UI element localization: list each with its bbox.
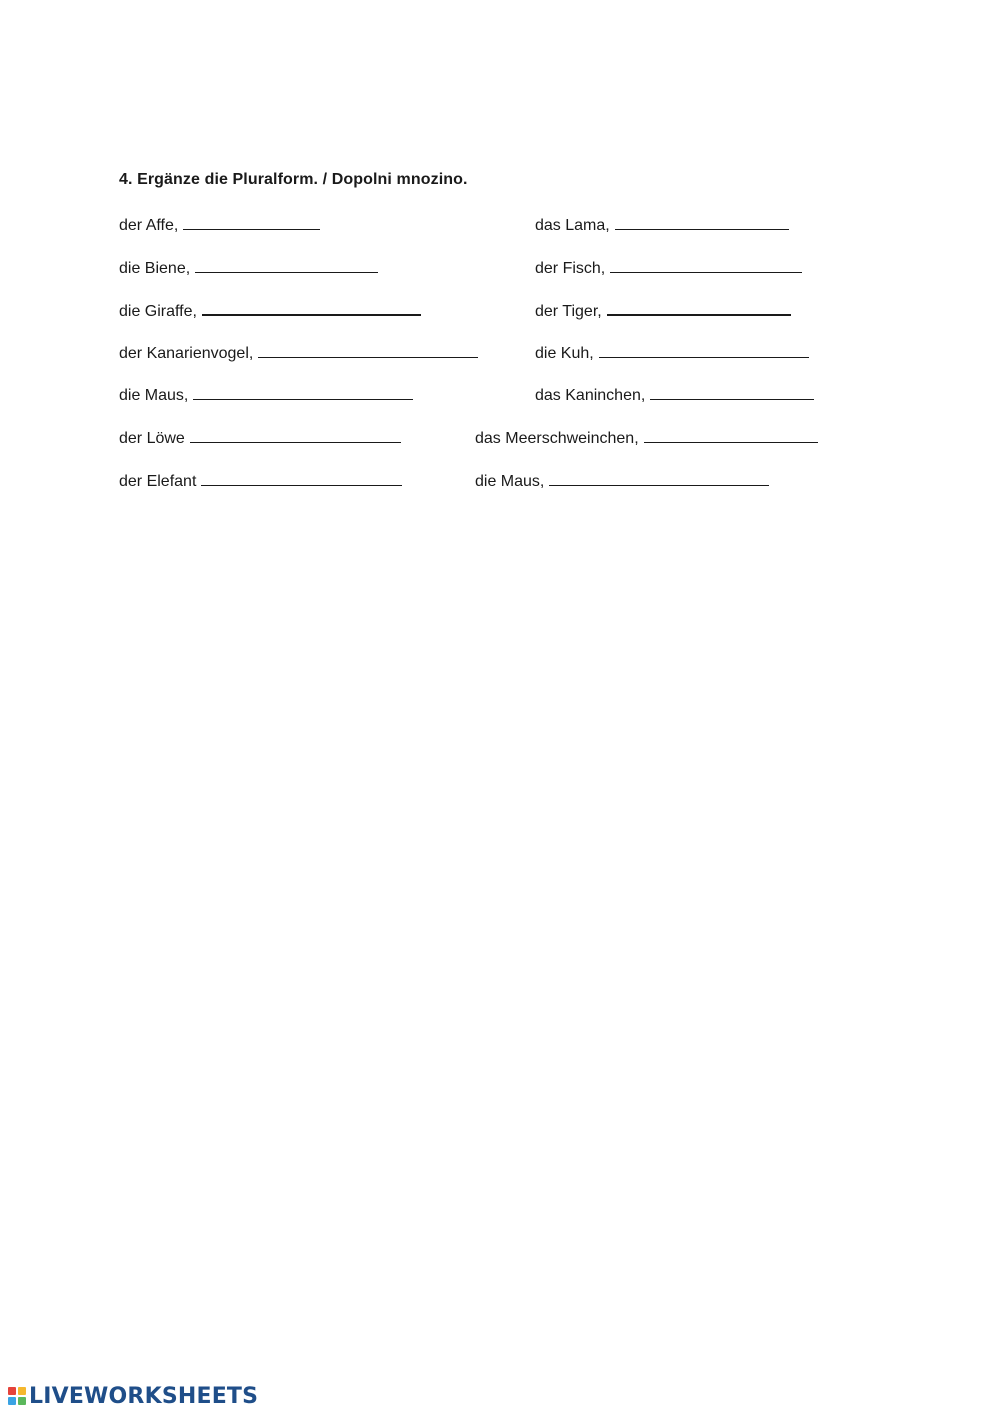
word-label: das Meerschweinchen, xyxy=(475,430,639,447)
logo-square-w xyxy=(18,1387,26,1395)
word-label: die Biene, xyxy=(119,260,191,277)
answer-blank[interactable] xyxy=(183,214,320,230)
word-right-5 xyxy=(535,384,814,406)
logo-square-v xyxy=(8,1397,16,1405)
exercise-heading: 4. Ergänze die Pluralform. / Dopolni mnozino. xyxy=(119,171,468,188)
word-label: der Affe, xyxy=(119,217,179,234)
word-label: das Lama, xyxy=(535,217,610,234)
brand-name: LIVEWORKSHEETS xyxy=(29,1383,259,1409)
word-label: die Kuh, xyxy=(535,345,594,362)
word-left-3 xyxy=(119,299,421,322)
word-label: der Tiger, xyxy=(535,303,602,320)
answer-blank[interactable] xyxy=(549,470,769,486)
word-label: das Kaninchen, xyxy=(535,387,646,404)
answer-blank[interactable] xyxy=(193,384,413,400)
word-left-5 xyxy=(119,384,413,406)
liveworksheets-logo xyxy=(8,1384,258,1408)
logo-grid-icon xyxy=(8,1387,26,1405)
word-left-2 xyxy=(119,257,378,279)
word-right-6 xyxy=(475,427,818,449)
word-label: die Maus, xyxy=(475,473,545,490)
answer-blank[interactable] xyxy=(599,342,809,358)
answer-blank[interactable] xyxy=(644,427,818,443)
logo-square-l xyxy=(8,1387,16,1395)
word-label: der Löwe xyxy=(119,430,185,447)
word-right-1 xyxy=(535,214,789,236)
answer-blank[interactable] xyxy=(607,299,791,316)
word-label: der Kanarienvogel, xyxy=(119,345,254,362)
answer-blank[interactable] xyxy=(650,384,814,400)
word-left-7 xyxy=(119,470,402,492)
answer-blank[interactable] xyxy=(190,427,401,443)
answer-blank[interactable] xyxy=(195,257,378,273)
answer-blank[interactable] xyxy=(201,470,402,486)
answer-blank[interactable] xyxy=(615,214,789,230)
word-left-1 xyxy=(119,214,320,236)
word-right-3 xyxy=(535,299,791,322)
word-label: der Elefant xyxy=(119,473,197,490)
word-left-4 xyxy=(119,342,478,364)
word-label: der Fisch, xyxy=(535,260,606,277)
word-right-2 xyxy=(535,257,802,279)
answer-blank[interactable] xyxy=(610,257,802,273)
logo-square-b xyxy=(18,1397,26,1405)
word-label: die Giraffe, xyxy=(119,303,197,320)
word-left-6 xyxy=(119,427,401,449)
answer-blank[interactable] xyxy=(258,342,478,358)
word-right-7 xyxy=(475,470,769,492)
answer-blank[interactable] xyxy=(202,299,421,316)
word-right-4 xyxy=(535,342,809,364)
word-label: die Maus, xyxy=(119,387,189,404)
